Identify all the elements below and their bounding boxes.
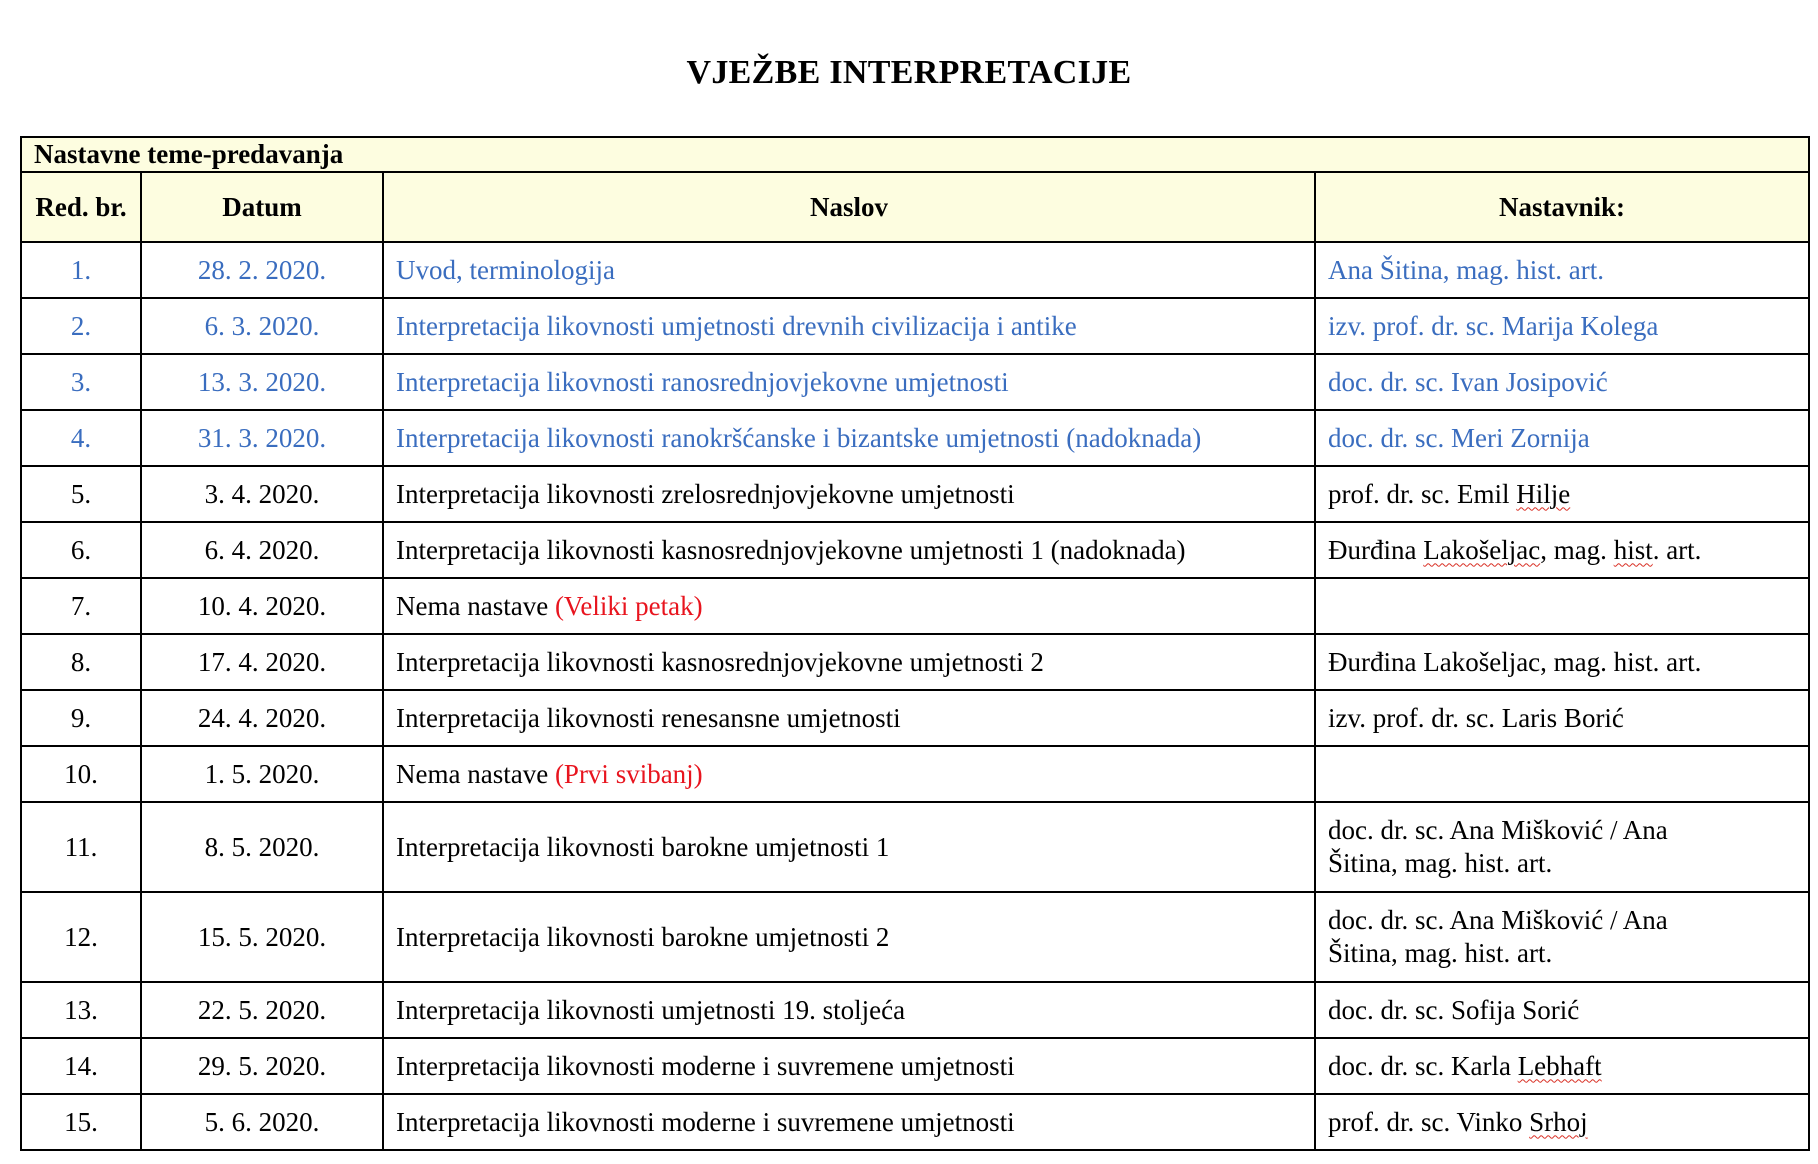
table-row [21,892,1809,982]
row-teacher: doc. dr. sc. Meri Zornija [1315,410,1809,466]
holiday-note: (Veliki petak) [554,590,703,621]
row-title [383,578,1315,634]
table-row [21,690,1809,746]
row-title [383,746,1315,802]
header-num: Red. br. [21,172,141,242]
row-teacher [1315,892,1809,982]
row-teacher [1315,522,1809,578]
row-title: Interpretacija likovnosti renesansne umjetnosti [383,690,1315,746]
row-number: 14. [21,1038,141,1094]
table-row [21,298,1809,354]
spellcheck-flagged-word: Lakošeljac [1423,534,1541,565]
teacher-name: prof. dr. sc. Vinko [1328,1106,1530,1137]
teacher-title: , mag. [1540,534,1614,565]
row-title: Interpretacija likovnosti ranokršćanske i bizantske umjetnosti (nadoknada) [383,410,1315,466]
teacher-line-2: Šitina, mag. hist. art. [1328,848,1553,878]
row-date: 29. 5. 2020. [141,1038,383,1094]
table-row [21,982,1809,1038]
row-teacher [1315,802,1809,892]
row-number: 8. [21,634,141,690]
section-label: Nastavne teme-predavanja [21,137,1809,172]
row-teacher [1315,578,1809,634]
no-class-label: Nema nastave [396,590,555,621]
row-date: 17. 4. 2020. [141,634,383,690]
row-date: 3. 4. 2020. [141,466,383,522]
row-date: 6. 3. 2020. [141,298,383,354]
row-title: Interpretacija likovnosti barokne umjetnosti 1 [383,802,1315,892]
row-title: Interpretacija likovnosti umjetnosti drevnih civilizacija i antike [383,298,1315,354]
row-number: 11. [21,802,141,892]
row-number: 3. [21,354,141,410]
teacher-name: prof. dr. sc. Emil [1328,478,1517,509]
header-title: Naslov [383,172,1315,242]
row-number: 2. [21,298,141,354]
table-row [21,1094,1809,1150]
row-teacher: Ana Šitina, mag. hist. art. [1315,242,1809,298]
row-title: Interpretacija likovnosti kasnosrednjovjekovne umjetnosti 2 [383,634,1315,690]
row-title: Uvod, terminologija [383,242,1315,298]
row-date: 5. 6. 2020. [141,1094,383,1150]
no-class-label: Nema nastave [396,758,555,789]
spellcheck-flagged-word: hist [1613,534,1653,565]
row-number: 7. [21,578,141,634]
schedule-table [20,136,1810,1151]
row-date: 31. 3. 2020. [141,410,383,466]
row-title: Interpretacija likovnosti barokne umjetnosti 2 [383,892,1315,982]
table-row [21,242,1809,298]
page-title: VJEŽBE INTERPRETACIJE [686,54,1132,91]
row-teacher: Đurđina Lakošeljac, mag. hist. art. [1315,634,1809,690]
row-title: Interpretacija likovnosti kasnosrednjovjekovne umjetnosti 1 (nadoknada) [383,522,1315,578]
header-date: Datum [141,172,383,242]
teacher-line-2: Šitina, mag. hist. art. [1328,938,1553,968]
table-row [21,1038,1809,1094]
row-number: 15. [21,1094,141,1150]
row-number: 4. [21,410,141,466]
teacher-name: Đurđina [1328,534,1424,565]
row-date: 1. 5. 2020. [141,746,383,802]
row-title: Interpretacija likovnosti moderne i suvremene umjetnosti [383,1038,1315,1094]
table-row [21,802,1809,892]
row-date: 22. 5. 2020. [141,982,383,1038]
row-date: 6. 4. 2020. [141,522,383,578]
row-number: 1. [21,242,141,298]
table-row [21,746,1809,802]
row-number: 12. [21,892,141,982]
row-teacher: doc. dr. sc. Ivan Josipović [1315,354,1809,410]
row-date: 28. 2. 2020. [141,242,383,298]
spellcheck-flagged-word: Srhoj [1529,1106,1588,1137]
row-teacher [1315,746,1809,802]
table-row [21,354,1809,410]
teacher-title: . art. [1652,534,1702,565]
spellcheck-flagged-word: Lebhaft [1517,1050,1602,1081]
row-title: Interpretacija likovnosti ranosrednjovjekovne umjetnosti [383,354,1315,410]
row-teacher [1315,466,1809,522]
row-date: 10. 4. 2020. [141,578,383,634]
table-row [21,410,1809,466]
row-date: 15. 5. 2020. [141,892,383,982]
row-date: 24. 4. 2020. [141,690,383,746]
row-date: 8. 5. 2020. [141,802,383,892]
row-date: 13. 3. 2020. [141,354,383,410]
row-teacher [1315,1038,1809,1094]
table-row [21,522,1809,578]
header-teacher: Nastavnik: [1315,172,1809,242]
row-number: 10. [21,746,141,802]
section-header-row [21,137,1809,172]
teacher-name: doc. dr. sc. Karla [1328,1050,1518,1081]
row-title: Interpretacija likovnosti moderne i suvremene umjetnosti [383,1094,1315,1150]
row-number: 9. [21,690,141,746]
table-row [21,634,1809,690]
column-header-row [21,172,1809,242]
teacher-line-1: doc. dr. sc. Ana Mišković / Ana [1328,905,1668,935]
row-number: 5. [21,466,141,522]
holiday-note: (Prvi svibanj) [554,758,703,789]
row-number: 6. [21,522,141,578]
table-row [21,466,1809,522]
teacher-line-1: doc. dr. sc. Ana Mišković / Ana [1328,815,1668,845]
row-teacher: izv. prof. dr. sc. Marija Kolega [1315,298,1809,354]
row-teacher: doc. dr. sc. Sofija Sorić [1315,982,1809,1038]
row-teacher [1315,1094,1809,1150]
spellcheck-flagged-word: Hilje [1516,478,1571,509]
row-number: 13. [21,982,141,1038]
row-title: Interpretacija likovnosti umjetnosti 19. stoljeća [383,982,1315,1038]
row-title: Interpretacija likovnosti zrelosrednjovjekovne umjetnosti [383,466,1315,522]
row-teacher: izv. prof. dr. sc. Laris Borić [1315,690,1809,746]
table-row [21,578,1809,634]
